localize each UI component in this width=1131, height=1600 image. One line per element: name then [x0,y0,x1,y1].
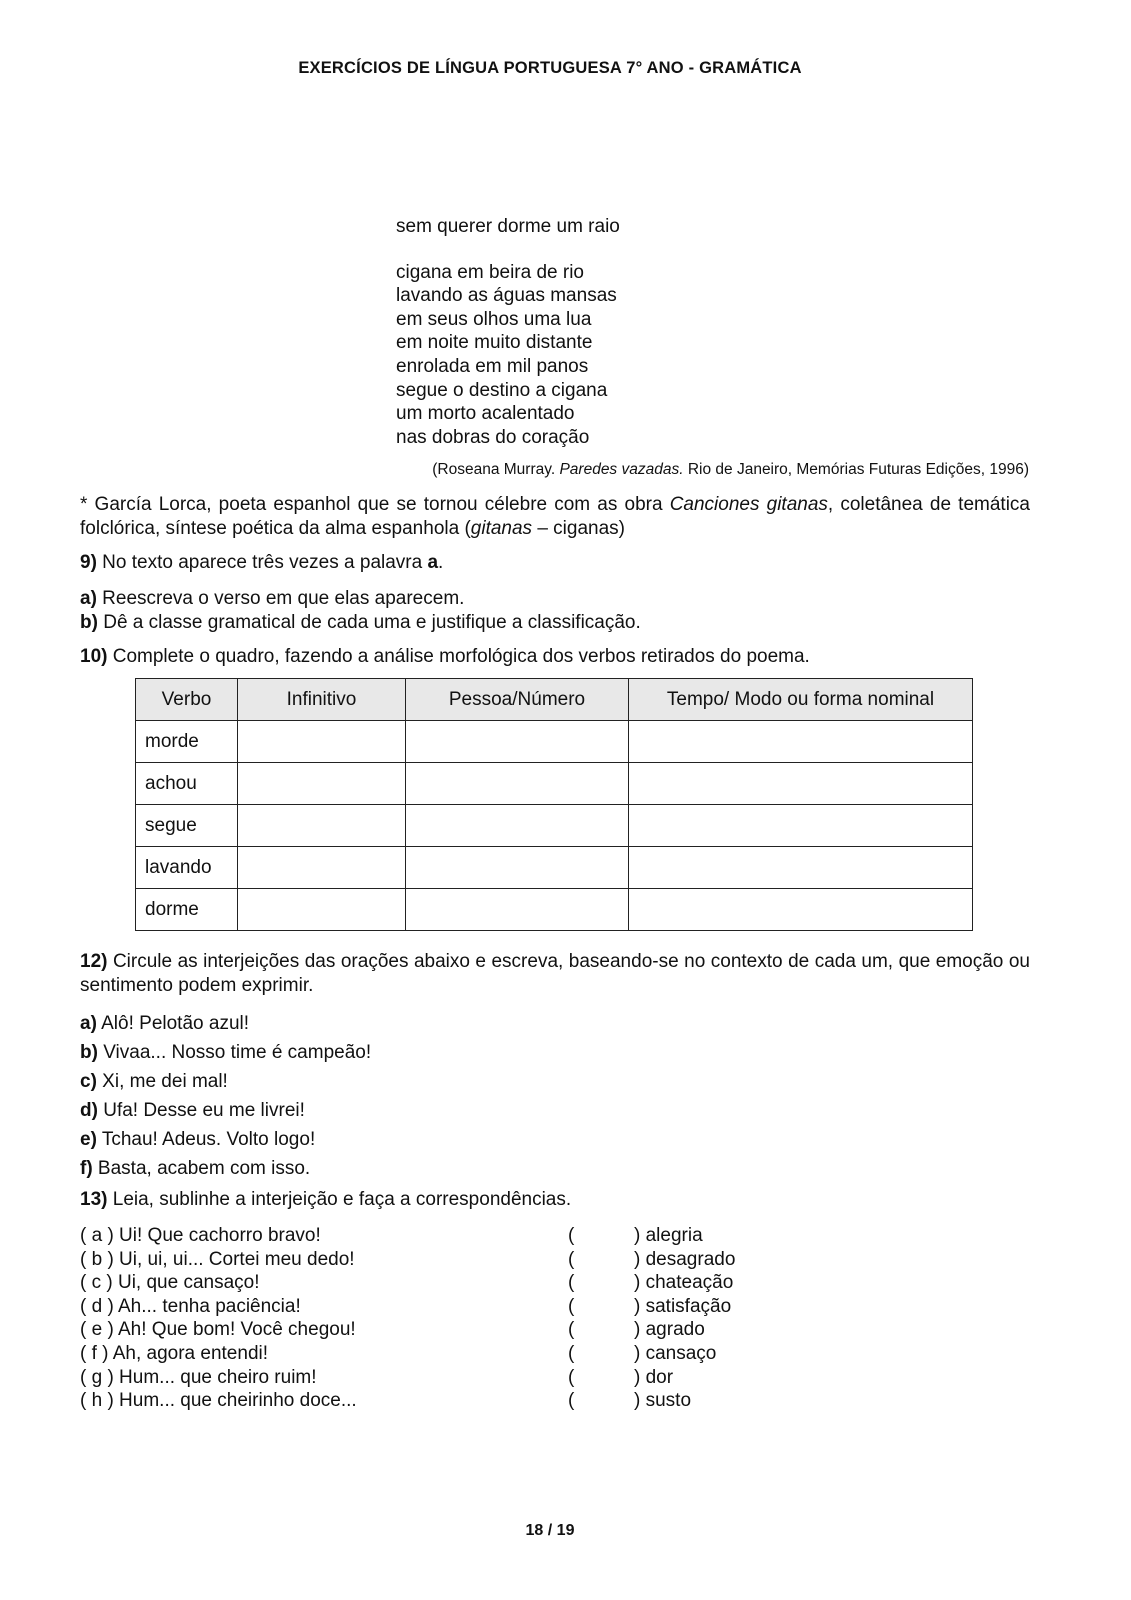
answer-blank[interactable]: ( [568,1342,575,1364]
list-item [80,1096,1030,1125]
tense-mode-cell[interactable] [629,721,973,763]
item-label: a) [80,588,97,609]
sentence: ( b ) Ui, ui, ui... Cortei meu dedo! [80,1248,355,1270]
emotion-option: ) alegria [634,1225,703,1246]
sentence: ( a ) Ui! Que cachorro bravo! [80,1225,321,1246]
poem-line: sem querer dorme um raio [396,216,620,237]
table-row [136,889,973,931]
matching-row [80,1366,1030,1390]
person-number-cell[interactable] [406,889,629,931]
answer-blank[interactable]: ( [568,1272,575,1294]
question-number: 10) [80,646,108,667]
answer-blank[interactable]: ( [568,1390,575,1412]
question-number: 9) [80,552,97,573]
question-12-items [80,1009,1030,1183]
question-number: 12) [80,951,108,972]
sentence: ( h ) Hum... que cheirinho doce... [80,1390,357,1412]
verb-cell: dorme [136,889,238,931]
list-item [80,1154,1030,1183]
answer-blank[interactable]: ( [568,1319,575,1341]
verb-cell: achou [136,763,238,805]
emotion-option: ) chateação [634,1272,734,1294]
person-number-cell[interactable] [406,721,629,763]
note-term: gitanas [470,517,533,539]
sentence: ( g ) Hum... que cheiro ruim! [80,1366,317,1388]
footnote [80,493,1030,540]
list-item [80,1067,1030,1096]
item-text: Reescreva o verso em que elas aparecem. [96,588,465,609]
tense-mode-cell[interactable] [629,805,973,847]
question-13 [80,1188,1030,1212]
answer-blank[interactable]: ( [568,1248,575,1270]
item-text: Vivaa... Nosso time é campeão! [97,1042,372,1063]
question-text: Leia, sublinhe a interjeição e faça a correspondências. [107,1189,572,1210]
table-row [136,805,973,847]
list-item [80,1009,1030,1038]
item-text: Xi, me dei mal! [96,1071,228,1092]
answer-blank[interactable]: ( [568,1295,575,1317]
note-text: – ciganas) [532,517,626,539]
sentence: ( c ) Ui, que cansaço! [80,1272,260,1294]
question-9-items [80,587,1030,634]
matching-row [80,1248,1030,1272]
citation [432,461,1029,479]
note-text: , coletânea de temática folclórica, síntese poética da alma espanhola ( [80,494,1030,539]
emotion-option: ) satisfação [634,1295,732,1317]
person-number-cell[interactable] [406,763,629,805]
item-label: a) [80,1013,97,1034]
person-number-cell[interactable] [406,805,629,847]
sentence: ( e ) Ah! Que bom! Você chegou! [80,1319,356,1341]
table-row [136,721,973,763]
item-label: c) [80,1071,97,1092]
table-row [136,847,973,889]
question-10 [80,645,1030,669]
list-item [80,1038,1030,1067]
matching-row [80,1389,1030,1413]
poem-line: lavando as águas mansas [396,285,617,307]
verb-cell: segue [136,805,238,847]
matching-list [80,1224,1030,1413]
matching-row [80,1318,1030,1342]
column-header: Verbo [136,679,238,721]
infinitive-cell[interactable] [238,763,406,805]
item-b [80,611,1030,635]
poem-line: enrolada em mil panos [396,355,589,377]
column-header: Tempo/ Modo ou forma nominal [629,679,973,721]
tense-mode-cell[interactable] [629,847,973,889]
poem-line: em noite muito distante [396,332,593,354]
question-text: No texto aparece três vezes a palavra [96,552,428,573]
item-a [80,587,1030,611]
sentence: ( f ) Ah, agora entendi! [80,1342,269,1364]
item-text: Alô! Pelotão azul! [96,1013,250,1034]
item-label: f) [80,1158,93,1179]
emotion-option: ) susto [634,1390,692,1412]
item-label: d) [80,1100,98,1121]
poem-line: um morto acalentado [396,403,575,425]
emotion-option: ) agrado [634,1319,705,1341]
matching-row [80,1224,1030,1248]
item-label: b) [80,611,98,633]
verb-analysis-table [135,678,973,931]
note-text: * García Lorca, poeta espanhol que se tornou célebre com as obra [80,494,670,515]
question-text: Complete o quadro, fazendo a análise morfológica dos verbos retirados do poema. [107,646,810,667]
infinitive-cell[interactable] [238,721,406,763]
item-text: Dê a classe gramatical de cada uma e justifique a classificação. [97,611,641,633]
emotion-option: ) desagrado [634,1248,736,1270]
citation-author: (Roseana Murray. [432,461,560,478]
poem-line: nas dobras do coração [396,426,590,448]
sentence: ( d ) Ah... tenha paciência! [80,1295,301,1317]
infinitive-cell[interactable] [238,805,406,847]
item-text: Tchau! Adeus. Volto logo! [96,1129,316,1150]
item-text: Basta, acabem com isso. [92,1158,311,1179]
poem-line: cigana em beira de rio [396,261,584,283]
item-label: b) [80,1042,98,1063]
tense-mode-cell[interactable] [629,763,973,805]
question-text: Circule as interjeições das orações abaixo e escreva, baseando-se no contexto de cada um, que emoção ou sentimento podem exprimir. [80,951,1030,996]
matching-row [80,1295,1030,1319]
note-work: Canciones gitanas [669,494,828,515]
list-item [80,1125,1030,1154]
tense-mode-cell[interactable] [629,889,973,931]
page-number: 18 / 19 [525,1522,575,1539]
poem [396,215,620,449]
item-text: Ufa! Desse eu me livrei! [97,1100,305,1121]
emotion-option: ) cansaço [634,1342,717,1364]
poem-line: em seus olhos uma lua [396,308,592,330]
verb-cell: morde [136,721,238,763]
infinitive-cell[interactable] [238,847,406,889]
infinitive-cell[interactable] [238,889,406,931]
citation-title: Paredes vazadas. [559,461,684,478]
question-number: 13) [80,1189,108,1210]
column-header: Pessoa/Número [406,679,629,721]
poem-line: segue o destino a cigana [396,379,608,401]
highlight-word: a [427,552,439,573]
document-header: EXERCÍCIOS DE LÍNGUA PORTUGUESA 7° ANO - GRAMÁTICA [298,59,802,77]
answer-blank[interactable]: ( [568,1225,575,1246]
table-row [136,763,973,805]
verb-cell: lavando [136,847,238,889]
matching-row [80,1271,1030,1295]
column-header: Infinitivo [238,679,406,721]
punct: . [438,552,444,573]
item-label: e) [80,1129,97,1150]
question-12 [80,950,1030,997]
citation-publisher: Rio de Janeiro, Memórias Futuras Edições, 1996) [683,461,1029,478]
person-number-cell[interactable] [406,847,629,889]
answer-blank[interactable]: ( [568,1366,575,1388]
matching-row [80,1342,1030,1366]
emotion-option: ) dor [634,1366,674,1388]
question-9 [80,551,1030,575]
